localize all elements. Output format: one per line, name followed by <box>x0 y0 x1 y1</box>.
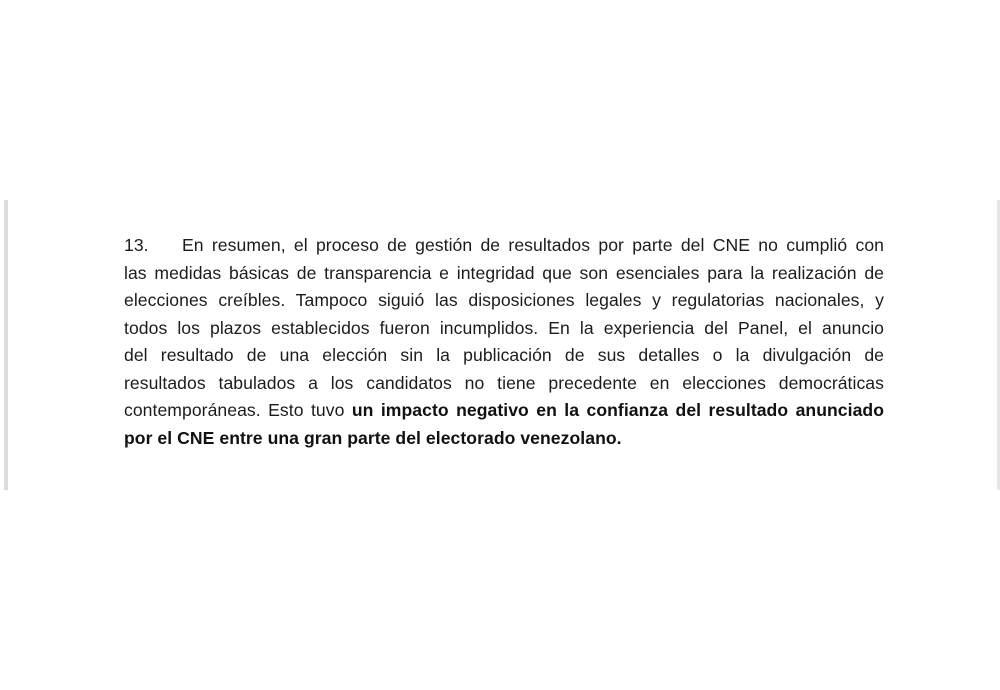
paragraph-line-1 <box>124 232 884 260</box>
paragraph-line-4 <box>124 315 884 343</box>
line-text: las medidas básicas de transparencia e integridad que son esenciales para la realización de <box>124 262 884 283</box>
paragraph-line-7 <box>124 397 884 425</box>
line-text-regular: contemporáneas. Esto tuvo <box>124 400 352 420</box>
paragraph-line-3 <box>124 287 884 315</box>
line-text: todos los plazos establecidos fueron incumplidos. En la experiencia del Panel, el anuncio <box>124 317 884 338</box>
paragraph-number: 13. <box>124 235 149 255</box>
line-text: resultados tabulados a los candidatos no tiene precedente en elecciones democráticas <box>124 372 884 393</box>
paragraph-line-2 <box>124 260 884 288</box>
paragraph-line-5 <box>124 342 884 370</box>
paragraph-line-6 <box>124 370 884 398</box>
left-page-edge <box>4 200 8 490</box>
emphasized-text: por el CNE entre una gran parte del electorado venezolano. <box>124 427 622 448</box>
line-text: elecciones creíbles. Tampoco siguió las disposiciones legales y regulatorias nacionales, y <box>124 290 884 310</box>
emphasized-text: un impacto negativo en la confianza del resultado anunciado <box>351 400 885 420</box>
paragraph-line-8 <box>124 425 884 453</box>
line-text: del resultado de una elección sin la publicación de sus detalles o la divulgación de <box>124 345 884 365</box>
line-text: En resumen, el proceso de gestión de resultados por parte del CNE no cumplió con <box>182 235 884 255</box>
document-paragraph <box>124 232 884 452</box>
